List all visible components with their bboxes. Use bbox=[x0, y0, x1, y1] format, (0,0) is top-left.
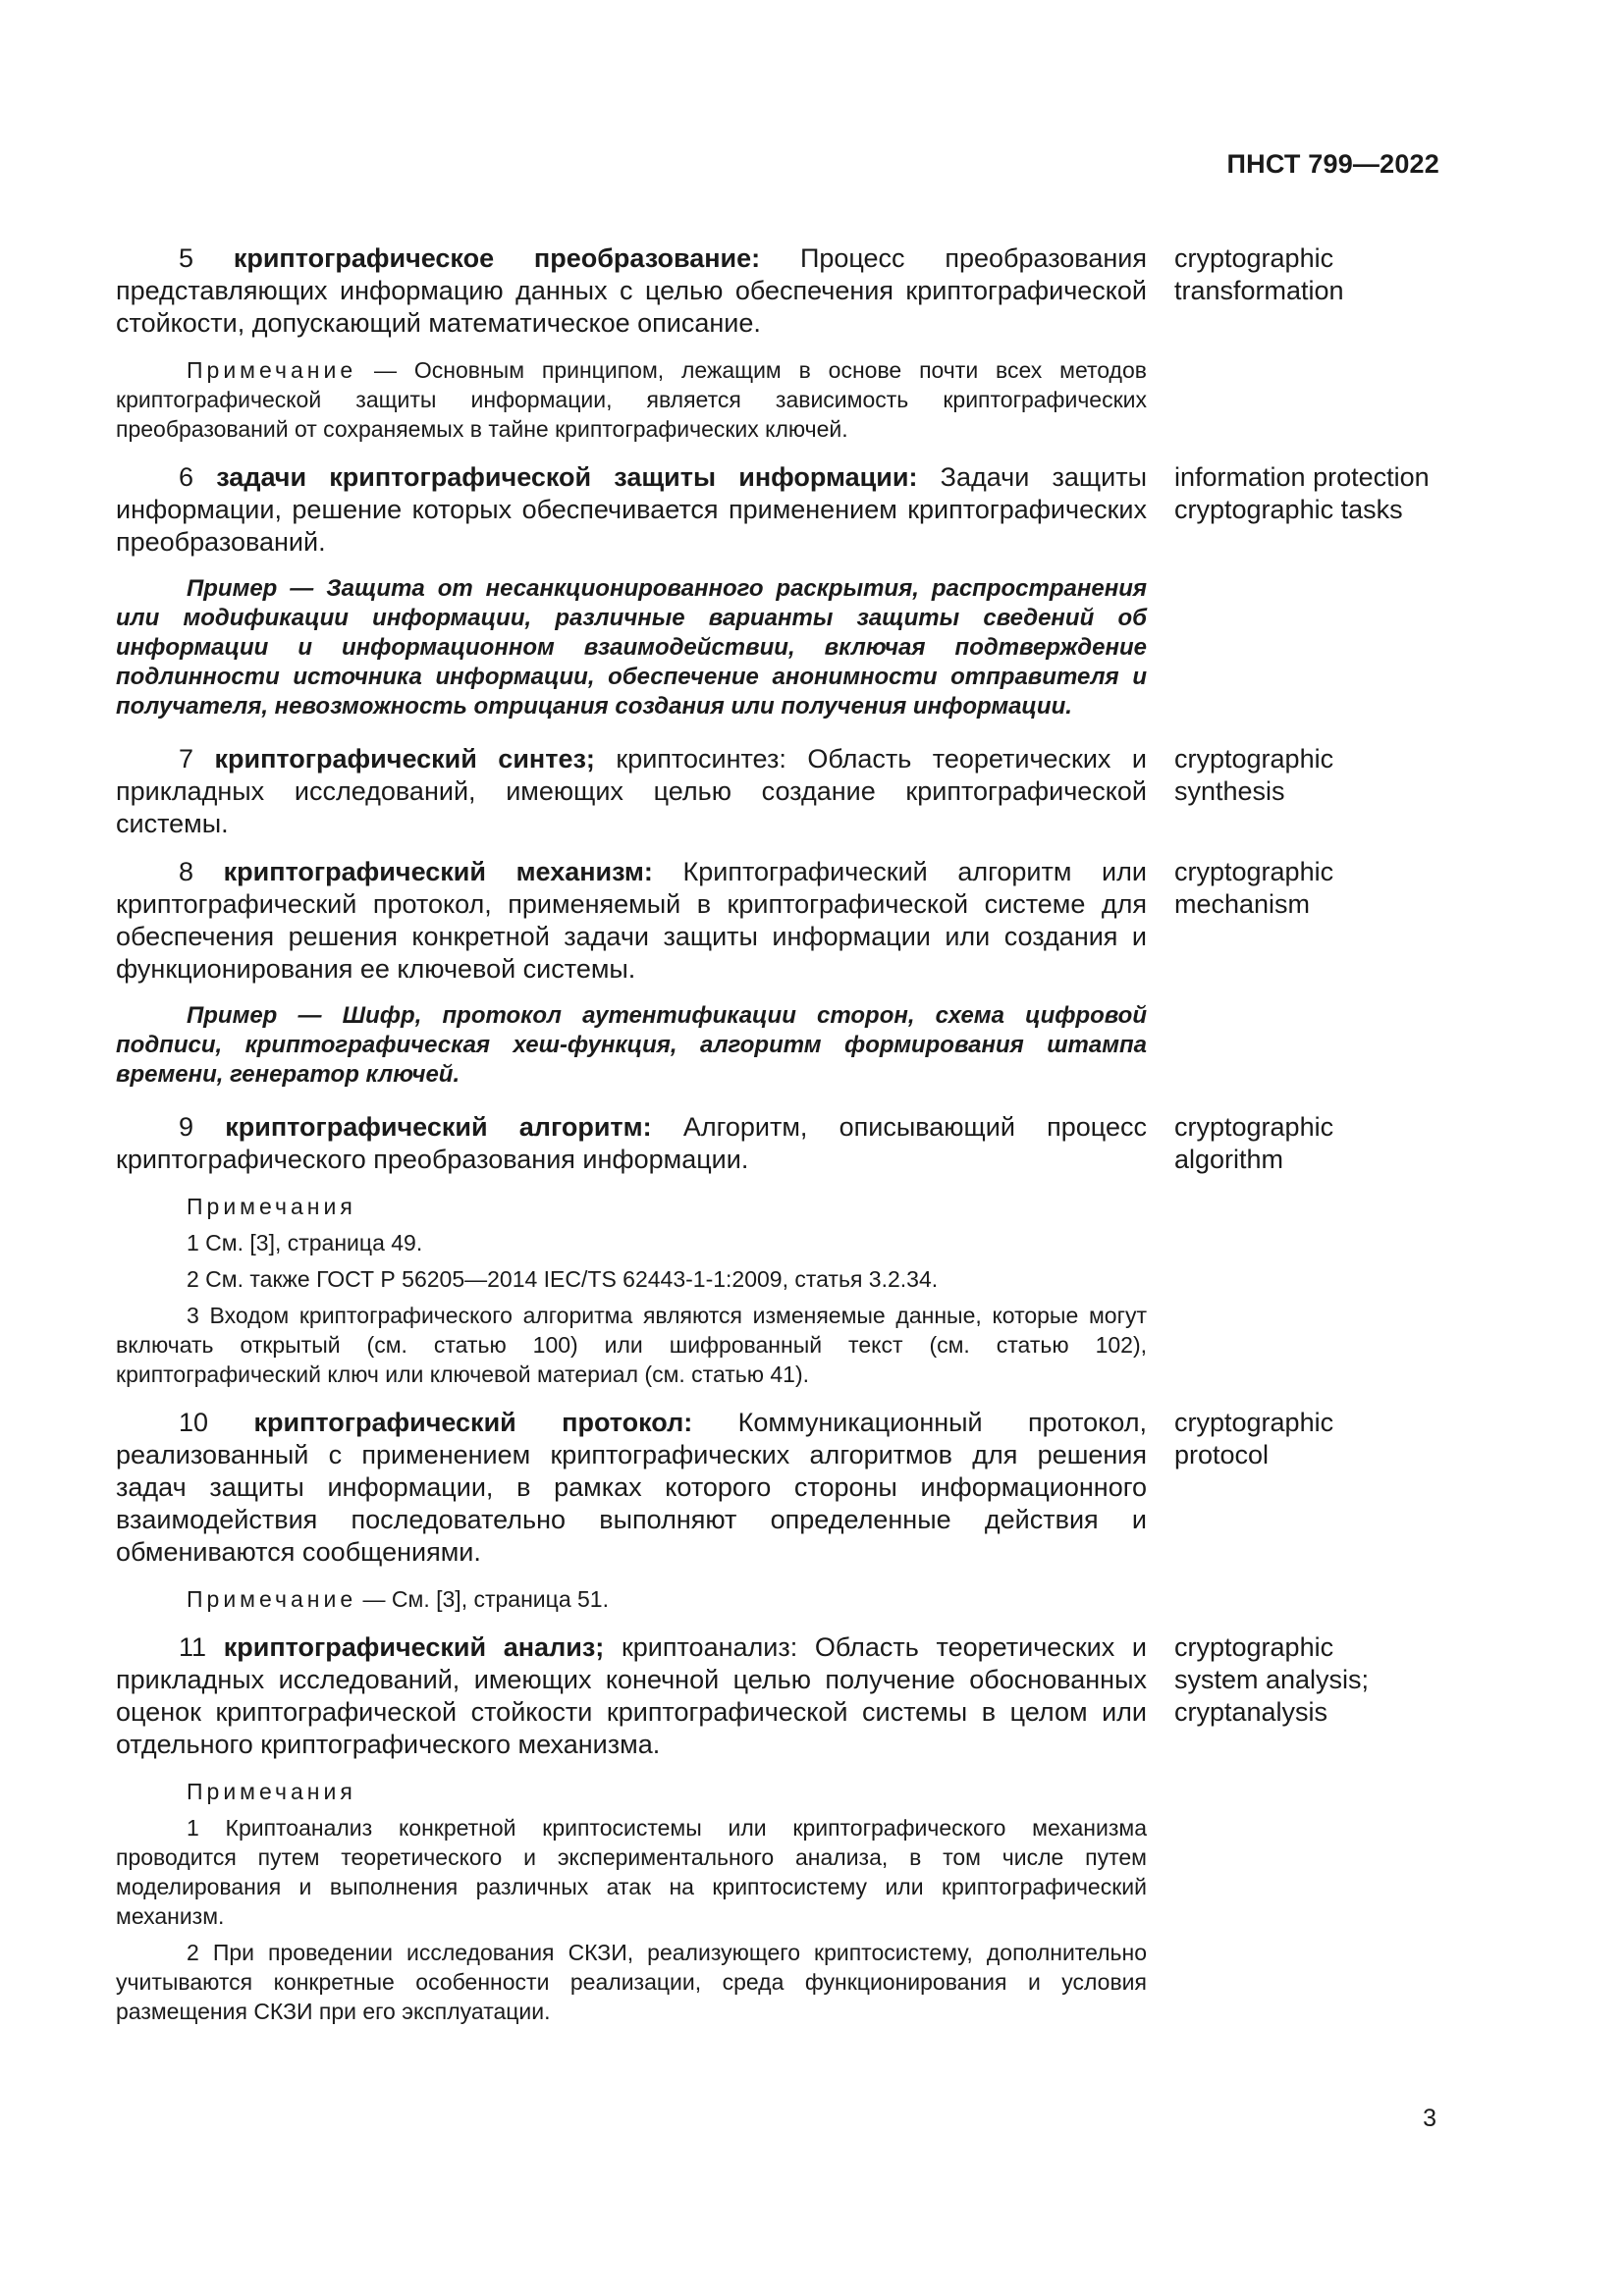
term-english-5 bbox=[1174, 242, 1451, 340]
notes-label: Примечания bbox=[187, 1194, 356, 1219]
term-name: задачи криптографической защиты информации: bbox=[216, 462, 918, 492]
term-name: криптографический алгоритм: bbox=[225, 1112, 652, 1142]
term-name: криптографический анализ; bbox=[223, 1632, 605, 1662]
term-definition-8 bbox=[116, 856, 1147, 986]
terms-body bbox=[116, 242, 1451, 2044]
note-label: Примечание bbox=[187, 1586, 357, 1612]
english-term-line: protocol bbox=[1174, 1440, 1270, 1469]
term-number: 9 bbox=[179, 1112, 194, 1142]
term-entry-8 bbox=[116, 856, 1451, 986]
term-definition-11 bbox=[116, 1631, 1147, 1761]
note-text: — Основным принципом, лежащим в основе почти всех методов криптографической защиты информации, является зависимость криптографических преобразований от сохраняемых в тайне криптографических ключей. bbox=[116, 357, 1147, 442]
term-number: 5 bbox=[179, 243, 194, 273]
note-label: Примечание bbox=[187, 357, 357, 383]
notes-label: Примечания bbox=[187, 1779, 356, 1804]
term-definition-text: криптоанализ: Область теоретических и прикладных исследований, имеющих конечной целью получение обоснованных оценок криптографической стойкости криптографической системы в целом или отдельного криптографического механизма. bbox=[116, 1632, 1147, 1759]
english-term-line: cryptographic bbox=[1174, 1632, 1334, 1662]
english-term-line: cryptographic bbox=[1174, 857, 1334, 886]
english-term-line: cryptographic bbox=[1174, 744, 1334, 774]
term-definition-text: Задачи защиты информации, решение которых обеспечивается применением криптографических преобразований. bbox=[116, 462, 1147, 557]
term-definition-10 bbox=[116, 1407, 1147, 1569]
term-definition-7 bbox=[116, 743, 1147, 840]
term-english-6 bbox=[1174, 461, 1451, 559]
note-item: 2 См. также ГОСТ Р 56205—2014 IEC/TS 62443-1-1:2009, статья 3.2.34. bbox=[187, 1266, 939, 1292]
note-item: 1 См. [3], страница 49. bbox=[187, 1230, 423, 1255]
term-entry-7 bbox=[116, 743, 1451, 840]
english-term-line: mechanism bbox=[1174, 889, 1311, 919]
term-definition-6 bbox=[116, 461, 1147, 559]
term-english-8 bbox=[1174, 856, 1451, 986]
english-term-line: cryptographic bbox=[1174, 1408, 1334, 1437]
term-number: 10 bbox=[179, 1408, 209, 1437]
example-6: Пример — Защита от несанкционированного раскрытия, распространения или модификации информации, различные варианты защиты сведений об информации и информационном взаимодействии, включая подтверждение подлинности источника информации, обеспечение анонимности отправителя и получателя, невозможность отрицания создания или получения информации. bbox=[116, 575, 1147, 720]
english-term-line: cryptographic bbox=[1174, 1112, 1334, 1142]
term-entry-6 bbox=[116, 461, 1451, 559]
term-english-9 bbox=[1174, 1111, 1451, 1176]
english-term-line: cryptographic tasks bbox=[1174, 495, 1403, 524]
english-term-line: information protection bbox=[1174, 462, 1430, 492]
term-number: 11 bbox=[179, 1632, 207, 1662]
example-8: Пример — Шифр, протокол аутентификации сторон, схема цифровой подписи, криптографическая хеш-функция, алгоритм формирования штампа времени, генератор ключей. bbox=[116, 1002, 1147, 1088]
english-term-line: system analysis; bbox=[1174, 1665, 1370, 1694]
term-definition-text: криптосинтез: Область теоретических и прикладных исследований, имеющих целью создание криптографической системы. bbox=[116, 744, 1147, 838]
term-name: криптографический синтез; bbox=[214, 744, 595, 774]
term-english-10 bbox=[1174, 1407, 1451, 1569]
term-entry-11 bbox=[116, 1631, 1451, 1761]
document-code-header: ПНСТ 799—2022 bbox=[1226, 149, 1439, 179]
note-item: 2 При проведении исследования СКЗИ, реализующего криптосистему, дополнительно учитываются конкретные особенности реализации, среда функционирования и условия размещения СКЗИ при его эксплуатации. bbox=[116, 1940, 1147, 2024]
term-definition-text: Криптографический алгоритм или криптографический протокол, применяемый в криптографической системе для обеспечения решения конкретной задачи защиты информации или создания и функционирования ее ключевой системы. bbox=[116, 857, 1147, 984]
term-definition-text: Коммуникационный протокол, реализованный с применением криптографических алгоритмов для решения задач защиты информации, в рамках которого стороны информационного взаимодействия последовательно выполняют определенные действия и обмениваются сообщениями. bbox=[116, 1408, 1147, 1567]
english-term-line: transformation bbox=[1174, 276, 1344, 305]
note-item: 1 Криптоанализ конкретной криптосистемы или криптографического механизма проводится путем теоретического и экспериментального анализа, в том числе путем моделирования и выполнения различных атак на криптосистему или криптографический механизм. bbox=[116, 1815, 1147, 1929]
term-name: криптографический протокол: bbox=[253, 1408, 693, 1437]
term-name: криптографический механизм: bbox=[223, 857, 653, 886]
term-number: 7 bbox=[179, 744, 194, 774]
term-definition-text: Процесс преобразования представляющих информацию данных с целью обеспечения криптографической стойкости, допускающий математическое описание. bbox=[116, 243, 1147, 338]
note-text: — См. [3], страница 51. bbox=[356, 1586, 609, 1612]
note-5 bbox=[116, 355, 1147, 444]
note-10 bbox=[116, 1584, 1147, 1614]
english-term-line: cryptanalysis bbox=[1174, 1697, 1328, 1727]
term-english-7 bbox=[1174, 743, 1451, 840]
english-term-line: cryptographic bbox=[1174, 243, 1334, 273]
term-definition-5 bbox=[116, 242, 1147, 340]
term-name: криптографическое преобразование: bbox=[233, 243, 761, 273]
term-number: 6 bbox=[179, 462, 194, 492]
english-term-line: synthesis bbox=[1174, 776, 1285, 806]
notes-9 bbox=[116, 1192, 1147, 1389]
term-entry-10 bbox=[116, 1407, 1451, 1569]
notes-11 bbox=[116, 1777, 1147, 2026]
english-term-line: algorithm bbox=[1174, 1145, 1284, 1174]
term-entry-5 bbox=[116, 242, 1451, 340]
term-definition-text: Алгоритм, описывающий процесс криптографического преобразования информации. bbox=[116, 1112, 1147, 1174]
note-item: 3 Входом криптографического алгоритма являются изменяемые данные, которые могут включать открытый (см. статью 100) или шифрованный текст (см. статью 102), криптографический ключ или ключевой материал (см. статью 41). bbox=[116, 1303, 1147, 1387]
term-definition-9 bbox=[116, 1111, 1147, 1176]
term-number: 8 bbox=[179, 857, 194, 886]
page-number: 3 bbox=[1423, 2105, 1436, 2132]
term-entry-9 bbox=[116, 1111, 1451, 1176]
term-english-11 bbox=[1174, 1631, 1451, 1761]
